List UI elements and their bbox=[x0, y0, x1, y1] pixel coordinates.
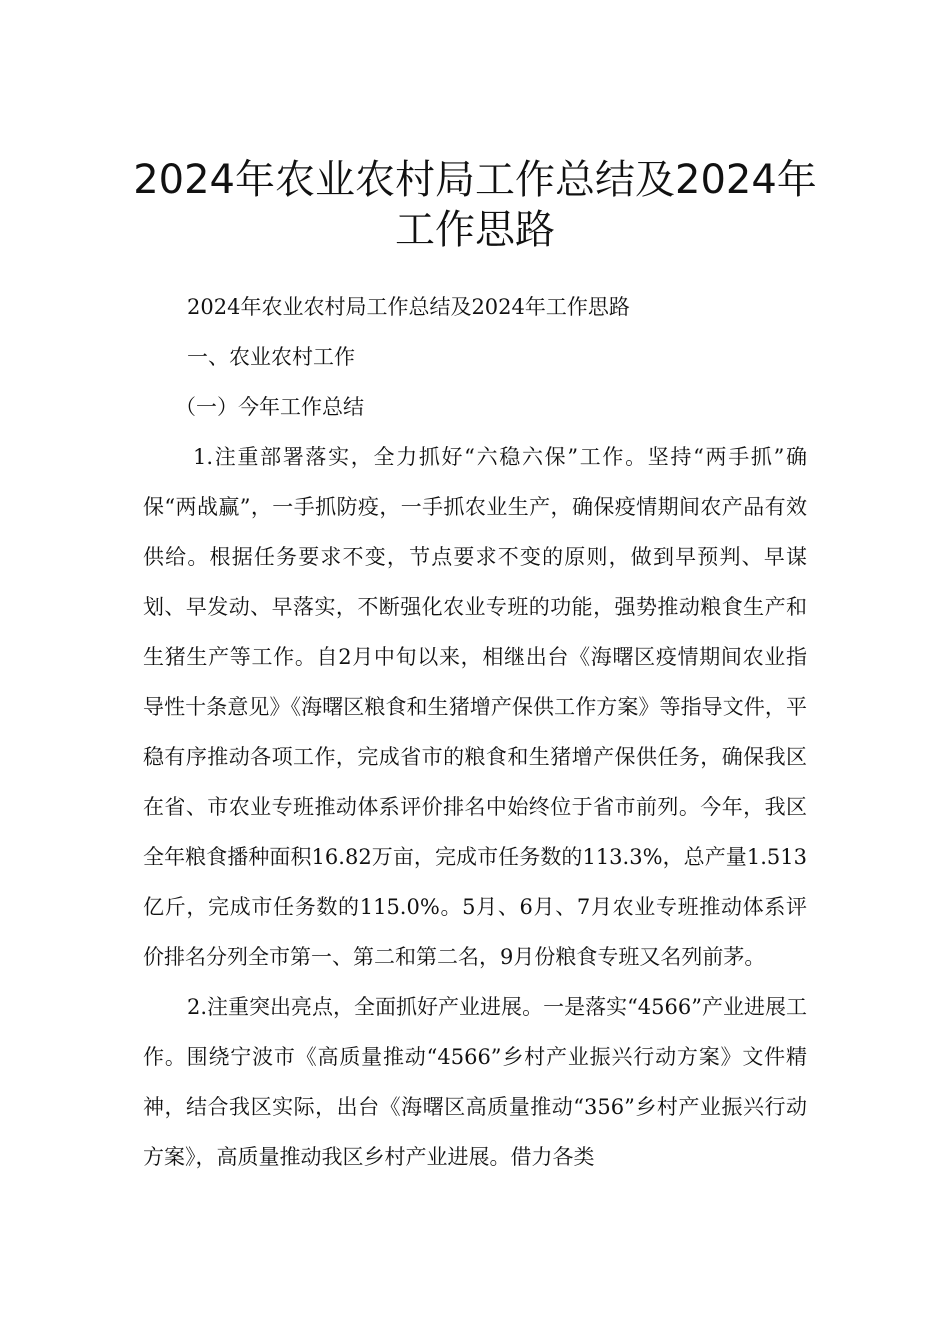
subtitle: 2024年农业农村局工作总结及2024年工作思路 bbox=[187, 295, 630, 319]
title-line-1: 2024年农业农村局工作总结及2024年 bbox=[133, 156, 817, 203]
paragraph-1: 1.注重部署落实，全力抓好“六稳六保”工作。坚持“两手抓”确保“两战赢”，一手抓防疫，一手抓农业生产，确保疫情期间农产品有效供给。根据任务要求不变，节点要求不变的原则，做到早预判、早谋划、早发动、早落实，不断强化农业专班的功能，强势推动粮食生产和生猪生产等工作。自2月中旬以来，相继出台《海曙区疫情期间农业指导性十条意见》《海曙区粮食和生猪增产保供工作方案》等指导文件，平稳有序推动各项工作，完成省市的粮食和生猪增产保供任务，确保我区在省、市农业专班推动体系评价排名中始终位于省市前列。今年，我区全年粮食播种面积16.82万亩，完成市任务数的113.3%，总产量1.513亿斤，完成市任务数的115.0%。5月、6月、7月农业专班推动体系评价排名分列全市第一、第二和第二名，9月份粮食专班又名列前茅。 bbox=[143, 445, 807, 969]
subsection-heading: （一）今年工作总结 bbox=[175, 395, 364, 419]
section-heading: 一、农业农村工作 bbox=[187, 345, 355, 369]
document-body bbox=[143, 282, 807, 1182]
title-line-2: 工作思路 bbox=[395, 206, 555, 253]
paragraph-2: 2.注重突出亮点，全面抓好产业进展。一是落实“4566”产业进展工作。围绕宁波市《高质量推动“4566”乡村产业振兴行动方案》文件精神，结合我区实际，出台《海曙区高质量推动“356”乡村产业振兴行动方案》，高质量推动我区乡村产业进展。借力各类 bbox=[143, 995, 807, 1169]
document-title bbox=[100, 155, 850, 255]
